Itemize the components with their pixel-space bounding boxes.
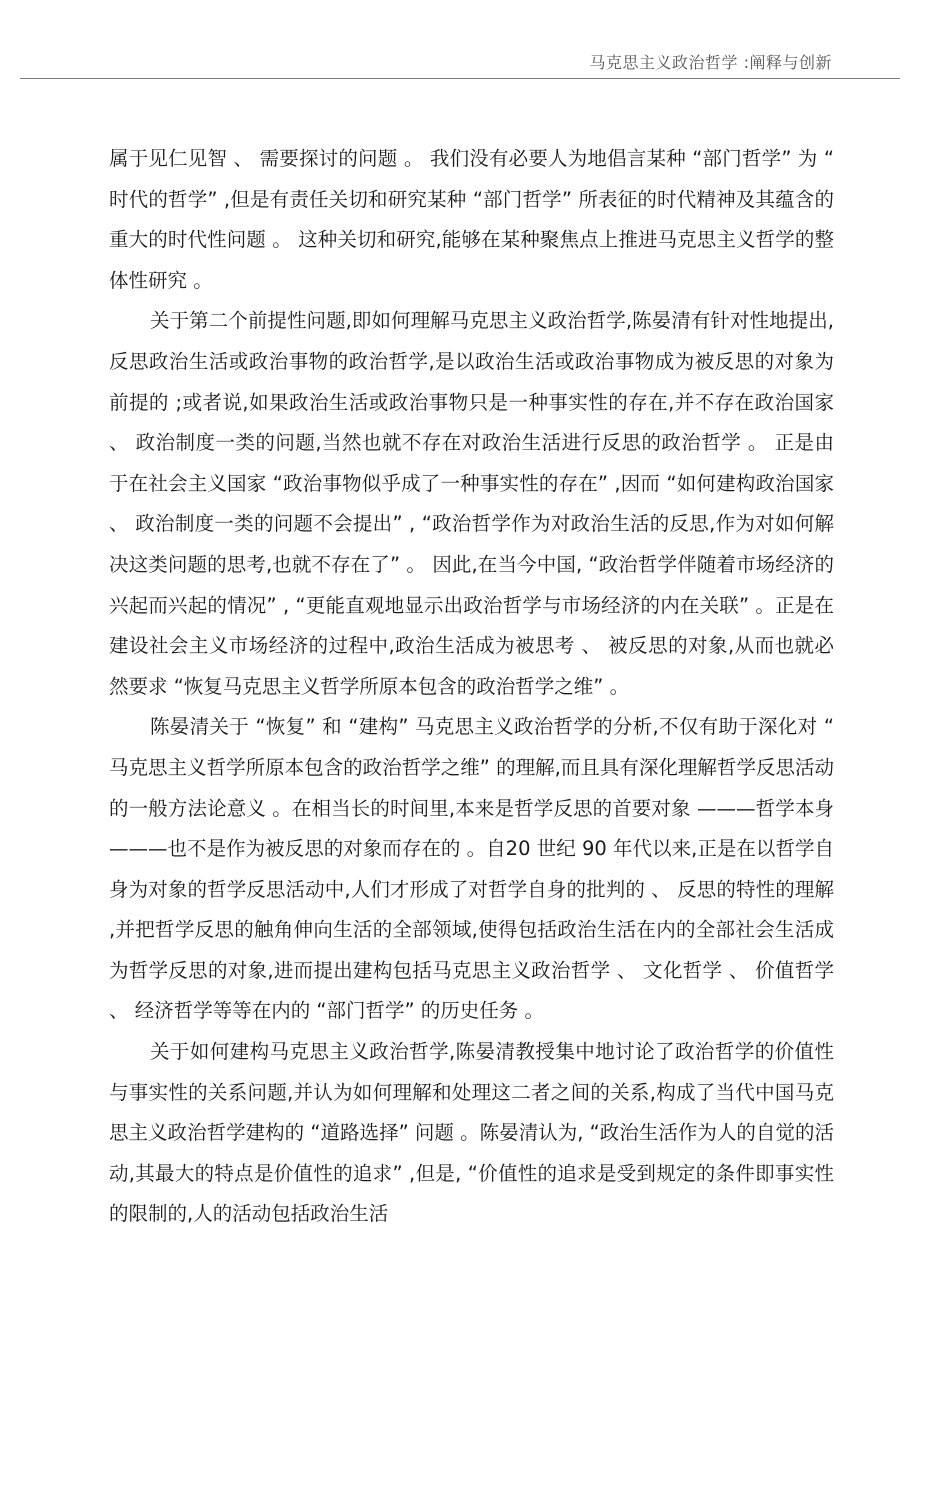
paragraph-1: 属于见仁见智 、 需要探讨的问题 。 我们没有必要人为地倡言某种 “部门哲学” 为 “时代的哲学” ,但是有责任关切和研究某种 “部门哲学” 所表征的时代精神及其蕴含的重大的时代性问题 。 这种关切和研究,能够在某种聚焦点上推进马克思主义哲学的整体性研究 。 bbox=[109, 147, 834, 292]
paragraph-2: 关于第二个前提性问题,即如何理解马克思主义政治哲学,陈晏清有针对性地提出,反思政治生活或政治事物的政治哲学,是以政治生活或政治事物成为被反思的对象为前提的 ;或者说,如果政治生活或政治事物只是一种事实性的存在,并不存在政治国家 、 政治制度一类的问题,当然也就不存在对政治生活进行反思的政治哲学 。 正是由于在社会主义国家 “政治事物似乎成了一种事实性的存在” ,因而 “如何建构政治国家 、 政治制度一类的问题不会提出” , “政治哲学作为对政治生活的反思,作为对如何解决这类问题的思考,也就不存在了” 。 因此,在当今中国, “政治哲学伴随着市场经济的兴起而兴起的情况” , “更能直观地显示出政治哲学与市场经济的内在关联” 。正是在建设社会主义市场经济的过程中,政治生活成为被思考 、 被反思的对象,从而也就必然要求 “恢复马克思主义哲学所原本包含的政治哲学之维” 。 bbox=[109, 309, 834, 698]
paragraph-4: 关于如何建构马克思主义政治哲学,陈晏清教授集中地讨论了政治哲学的价值性与事实性的关系问题,并认为如何理解和处理这二者之间的关系,构成了当代中国马克思主义政治哲学建构的 “道路选择” 问题 。陈晏清认为, “政治生活作为人的自觉的活动,其最大的特点是价值性的追求” ,但是, “价值性的追求是受到规定的条件即事实性的限制的,人的活动包括政治生活 bbox=[109, 1040, 834, 1226]
header-divider bbox=[20, 78, 900, 79]
paragraph-3: 陈晏清关于 “恢复” 和 “建构” 马克思主义政治哲学的分析,不仅有助于深化对 “马克思主义哲学所原本包含的政治哲学之维” 的理解,而且具有深化理解哲学反思活动的一般方法论意义 。在相当长的时间里,本来是哲学反思的首要对象 ———哲学本身 ———也不是作为被反思的对象而存在的 。自20 世纪 90 年代以来,正是在以哲学自身为对象的哲学反思活动中,人们才形成了对哲学自身的批判的 、 反思的特性的理解,并把哲学反思的触角伸向生活的全部领域,使得包括政治生活在内的全部社会生活成为哲学反思的对象,进而提出建构包括马克思主义政治哲学 、 文化哲学 、 价值哲学 、 经济哲学等等在内的 “部门哲学” 的历史任务 。 bbox=[109, 715, 834, 1023]
body-text bbox=[109, 139, 834, 1235]
running-header-title: 马克思主义政治哲学 :阐释与创新 bbox=[589, 53, 832, 72]
